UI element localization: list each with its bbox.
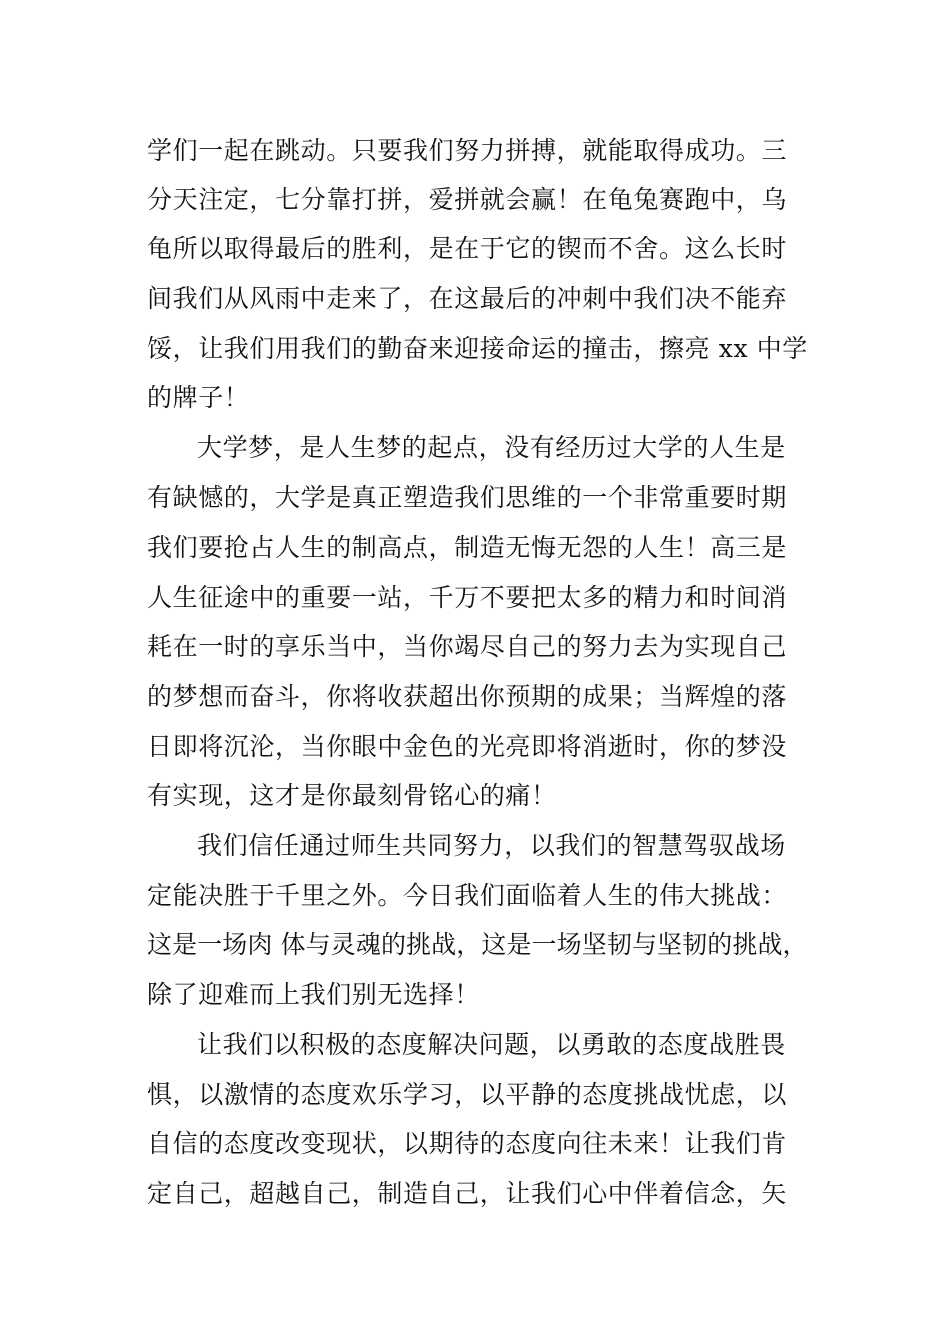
- text-line: 间我们从风雨中走来了，在这最后的冲刺中我们决不能弃: [147, 284, 788, 313]
- text-line: 自信的态度改变现状，以期待的态度向往未来！让我们肯: [147, 1129, 788, 1158]
- text-line: 学们一起在跳动。只要我们努力拼搏，就能取得成功。三: [147, 136, 788, 165]
- text-line: 我们要抢占人生的制高点，制造无悔无怨的人生！高三是: [147, 533, 788, 562]
- text-line: 这是一场肉 体与灵魂的挑战，这是一场坚韧与坚韧的挑战，: [147, 930, 808, 959]
- paragraph-first-line: 让我们以积极的态度解决问题，以勇敢的态度战胜畏: [197, 1030, 786, 1059]
- text-line: 人生征途中的重要一站，千万不要把太多的精力和时间消: [147, 583, 788, 612]
- text-line: 定自己，超越自己，制造自己，让我们心中伴着信念，矢: [147, 1179, 788, 1208]
- text-line: 定能决胜于千里之外。今日我们面临着人生的伟大挑战：: [147, 881, 788, 910]
- text-line: 惧，以激情的态度欢乐学习，以平静的态度挑战忧虑，以: [147, 1080, 788, 1109]
- text-line: 馁，让我们用我们的勤奋来迎接命运的撞击，擦亮 xx 中学: [147, 334, 808, 363]
- text-line: 分天注定，七分靠打拼，爱拼就会赢！在龟兔赛跑中，乌: [147, 185, 788, 214]
- text-line: 除了迎难而上我们别无选择！: [147, 980, 480, 1009]
- text-line: 的梦想而奋斗，你将收获超出你预期的成果；当辉煌的落: [147, 682, 788, 711]
- paragraph-first-line: 大学梦，是人生梦的起点，没有经历过大学的人生是: [197, 433, 786, 462]
- text-line: 耗在一时的享乐当中，当你竭尽自己的努力去为实现自己: [147, 632, 788, 661]
- text-line: 的牌子！: [147, 383, 250, 412]
- text-line: 日即将沉沦，当你眼中金色的光亮即将消逝时，你的梦没: [147, 732, 788, 761]
- text-line: 有实现，这才是你最刻骨铭心的痛！: [147, 781, 557, 810]
- text-line: 龟所以取得最后的胜利，是在于它的锲而不舍。这么长时: [147, 234, 788, 263]
- paragraph-first-line: 我们信任通过师生共同努力，以我们的智慧驾驭战场: [197, 831, 786, 860]
- text-line: 有缺憾的，大学是真正塑造我们思维的一个非常重要时期: [147, 483, 788, 512]
